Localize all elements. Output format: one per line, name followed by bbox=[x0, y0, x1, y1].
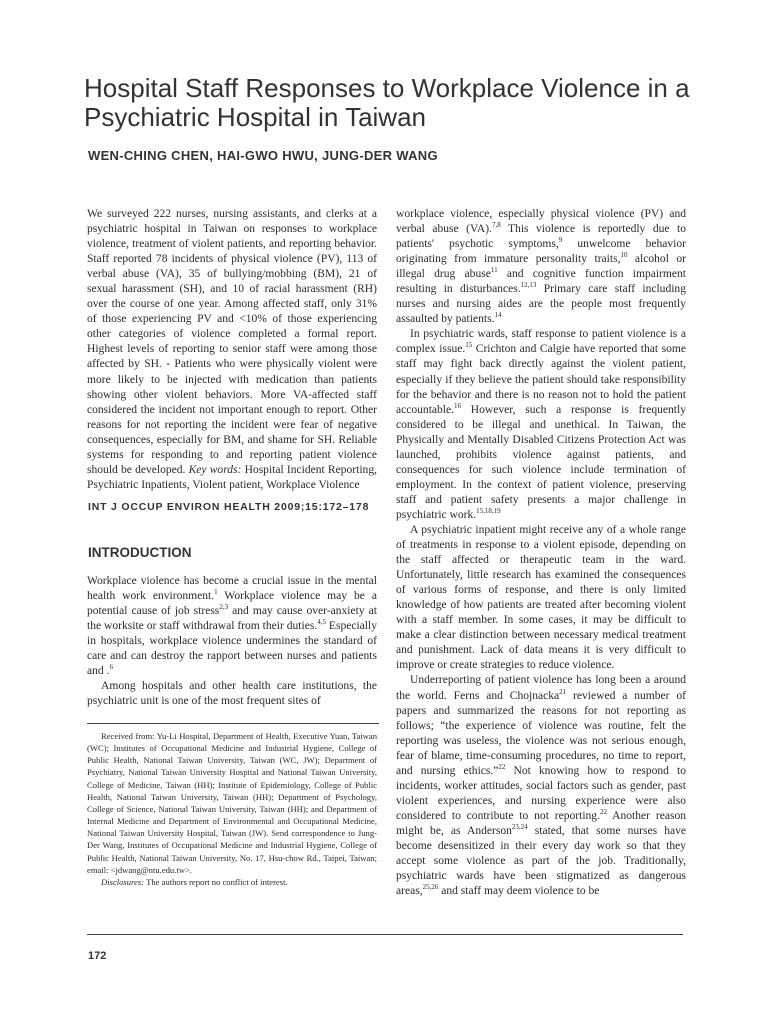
citation-ref: 16 bbox=[454, 401, 462, 410]
citation-ref: 9 bbox=[558, 236, 563, 245]
footnote-divider bbox=[87, 723, 379, 724]
text-run: Crichton and Calgie have reported that some staff may fight back directly against the violent patient, especially if they believe the patient should take responsibility for the behavior and there is no reason not to hold the patient accountable. bbox=[396, 343, 686, 416]
text-run: Primary care staff including nurses and nursing aides are the people most frequently assaulted by patients. bbox=[396, 283, 686, 326]
journal-citation: INT J OCCUP ENVIRON HEALTH 2009;15:172–178 bbox=[88, 501, 370, 513]
key-words: Hospital Incident Reporting, Psychiatric Inpatients, Violent patient, Workplace Violence bbox=[87, 463, 377, 491]
page-footer-divider bbox=[87, 934, 683, 935]
citation-ref: 7,8 bbox=[491, 221, 501, 230]
citation-ref: 12,13 bbox=[520, 281, 537, 290]
citation-ref: 10 bbox=[620, 251, 628, 260]
introduction-body bbox=[87, 574, 377, 709]
citation-ref: 22 bbox=[498, 762, 506, 771]
disclosures bbox=[87, 876, 377, 888]
body-paragraph-1 bbox=[396, 207, 686, 327]
text-run: In psychiatric wards, staff response to patient violence is a complex issue. bbox=[396, 328, 686, 356]
text-run: Especially in hospitals, workplace violence undermines the standard of care and can destroy the rapport between nurses and patients and . bbox=[87, 620, 377, 678]
disclosures-label: Disclosures: bbox=[101, 876, 145, 887]
text-run: However, such a response is frequently considered to be illegal and unethical. In Taiwan, the Physically and Mentally Disabled Citizens Protection Act was launched, prohibits violence against patients, and consequences for such violence include termination of employment. In the context of patient violence, preserving staff and patient safety presents a major challenge in psychiatric work. bbox=[396, 403, 686, 521]
right-column-body bbox=[396, 207, 686, 899]
text-run: stated, that some nurses have become desensitized in their every day work so that they accept some violence as part of the job. Traditionally, psychiatric wards have been stigmatized as dangerous areas, bbox=[396, 824, 686, 898]
citation-ref: 21 bbox=[559, 687, 567, 696]
citation-ref: 22 bbox=[599, 808, 607, 817]
page-number: 172 bbox=[88, 950, 107, 962]
citation-ref: 25,26 bbox=[422, 883, 439, 892]
citation-ref: 6 bbox=[109, 663, 113, 672]
citation-ref: 11 bbox=[490, 266, 498, 275]
author-list: WEN-CHING CHEN, HAI-GWO HWU, JUNG-DER WANG bbox=[88, 148, 438, 163]
citation-ref: 2,3 bbox=[219, 603, 229, 612]
paper-title: Hospital Staff Responses to Workplace Violence in a Psychiatric Hospital in Taiwan bbox=[84, 73, 690, 132]
text-run: workplace violence, especially physical violence (PV) and verbal abuse (VA). bbox=[396, 208, 686, 236]
affiliation-footnote bbox=[87, 730, 377, 888]
citation-ref: 14 bbox=[494, 311, 502, 320]
abstract bbox=[87, 207, 377, 493]
received-from: Received from: Yu-Li Hospital, Department of Health, Executive Yuan, Taiwan (WC); Institutes of Occupational Medicine and Industrial Hygiene, College of Public Health, National Taiwan University, Taiwan (WC, JW); Department of Psychiatry, National Taiwan University Hospital and National Taiwan University, College of Medicine, Taiwan (HH); Institute of Epidemiology, College of Public Health, National Taiwan University, Taiwan (HH); Department of Psychology, College of Science, National Taiwan University, Taiwan (HH); and Department of Internal Medicine and Department of Environmental and Occupational Medicine, National Taiwan University Hospital, Taiwan (JW). Send correspondence to Jung-Der Wang, Institutes of Occupational Medicine and Industrial Hygiene, College of Public Health, National Taiwan University, No. 17, Hsu-chow Rd., Taipei, Taiwan; email: <jdwang@ntu.edu.tw>. bbox=[87, 731, 377, 875]
text-run: and staff may deem violence to be bbox=[438, 885, 600, 898]
citation-ref: 15 bbox=[465, 341, 473, 350]
citation-ref: 23,24 bbox=[511, 823, 528, 832]
text-run: reviewed a number of papers and summarized the reasons for not reporting as follows; “the experience of violence was routine, felt the reporting was useless, the violence was not serious enough, fear of blame, time-consuming procedures, no time to report, and nursing ethics.” bbox=[396, 689, 686, 777]
abstract-paragraph bbox=[87, 207, 377, 493]
intro-paragraph-2: Among hospitals and other health care institutions, the psychiatric unit is one of the most frequent sites of bbox=[87, 680, 377, 708]
text-run: Workplace violence has become a crucial issue in the mental health work environment. bbox=[87, 575, 377, 603]
section-heading-introduction: INTRODUCTION bbox=[88, 545, 192, 560]
text-run: Workplace violence may be a potential cause of job stress bbox=[87, 590, 378, 618]
citation-ref: 4,5 bbox=[317, 618, 326, 627]
abstract-text: We surveyed 222 nurses, nursing assistants, and clerks at a psychiatric hospital in Taiwan on responses to workplace violence, treatment of violent patients, and reporting behavior. Staff reported 78 incidents of physical violence (PV), 113 of verbal abuse (VA), 35 of bullying/mobbing (BM), 21 of sexual harassment (SH), and 10 of racial harassment (RH) over the course of one year. Among affected staff, only 31% of those experiencing PV and <10% of those experiencing other categories of violence completed a formal report. Highest levels of reporting to senior staff were among those affected by SH. - Patients who were physically violent were more likely to be injected with medication than patients showing other violent behaviors. More VA-affected staff considered the incident not important enough to report. Other reasons for not reporting the incident were fear of negative consequences, especially for BM, and shame for SH. Reliable systems for responding to and reporting patient violence should be developed. bbox=[87, 208, 377, 476]
text-run: unwelcome behavior originating from immature personality traits, bbox=[396, 238, 686, 266]
text-run: Underreporting of patient violence has long been a around the world. Ferns and Chojnacka bbox=[396, 674, 686, 702]
body-paragraph-3: A psychiatric inpatient might receive any of a whole range of treatments in response to a violent episode, depending on the staff affected or therapeutic team in the ward. Unfortunately, little research has examined the consequences of various forms of response, and there is only limited knowledge of how patients are treated after becoming violent with a staff member. In some cases, it may be difficult to make a clear distinction between necessary medical treatment and punishment. Lack of data means it is very difficult to improve or create strategies to reduce violence. bbox=[396, 523, 686, 672]
intro-paragraph-1 bbox=[87, 574, 377, 679]
citation-ref: 15,18,19 bbox=[476, 507, 501, 516]
text-run: This violence is reportedly due to patients' psychotic symptoms, bbox=[396, 223, 686, 251]
disclosures-text: The authors report no conflict of interest. bbox=[144, 876, 288, 887]
citation-ref: 1 bbox=[214, 588, 218, 597]
body-paragraph-2 bbox=[396, 327, 686, 523]
text-run: Not knowing how to respond to incidents, worker attitudes, social factors such as gender, past violent experiences, and nursing experience were also considered to contribute to not reporting. bbox=[396, 764, 686, 822]
text-run: and cognitive function impairment resulting in disturbances. bbox=[396, 268, 686, 296]
text-run: Another reason might be, as Anderson bbox=[396, 809, 686, 837]
body-paragraph-4 bbox=[396, 673, 686, 899]
text-run: and may cause over-anxiety at the worksite or staff withdrawal from their duties. bbox=[87, 605, 377, 633]
key-words-label: Key words: bbox=[188, 463, 242, 476]
text-run: alcohol or illegal drug abuse bbox=[396, 253, 686, 281]
